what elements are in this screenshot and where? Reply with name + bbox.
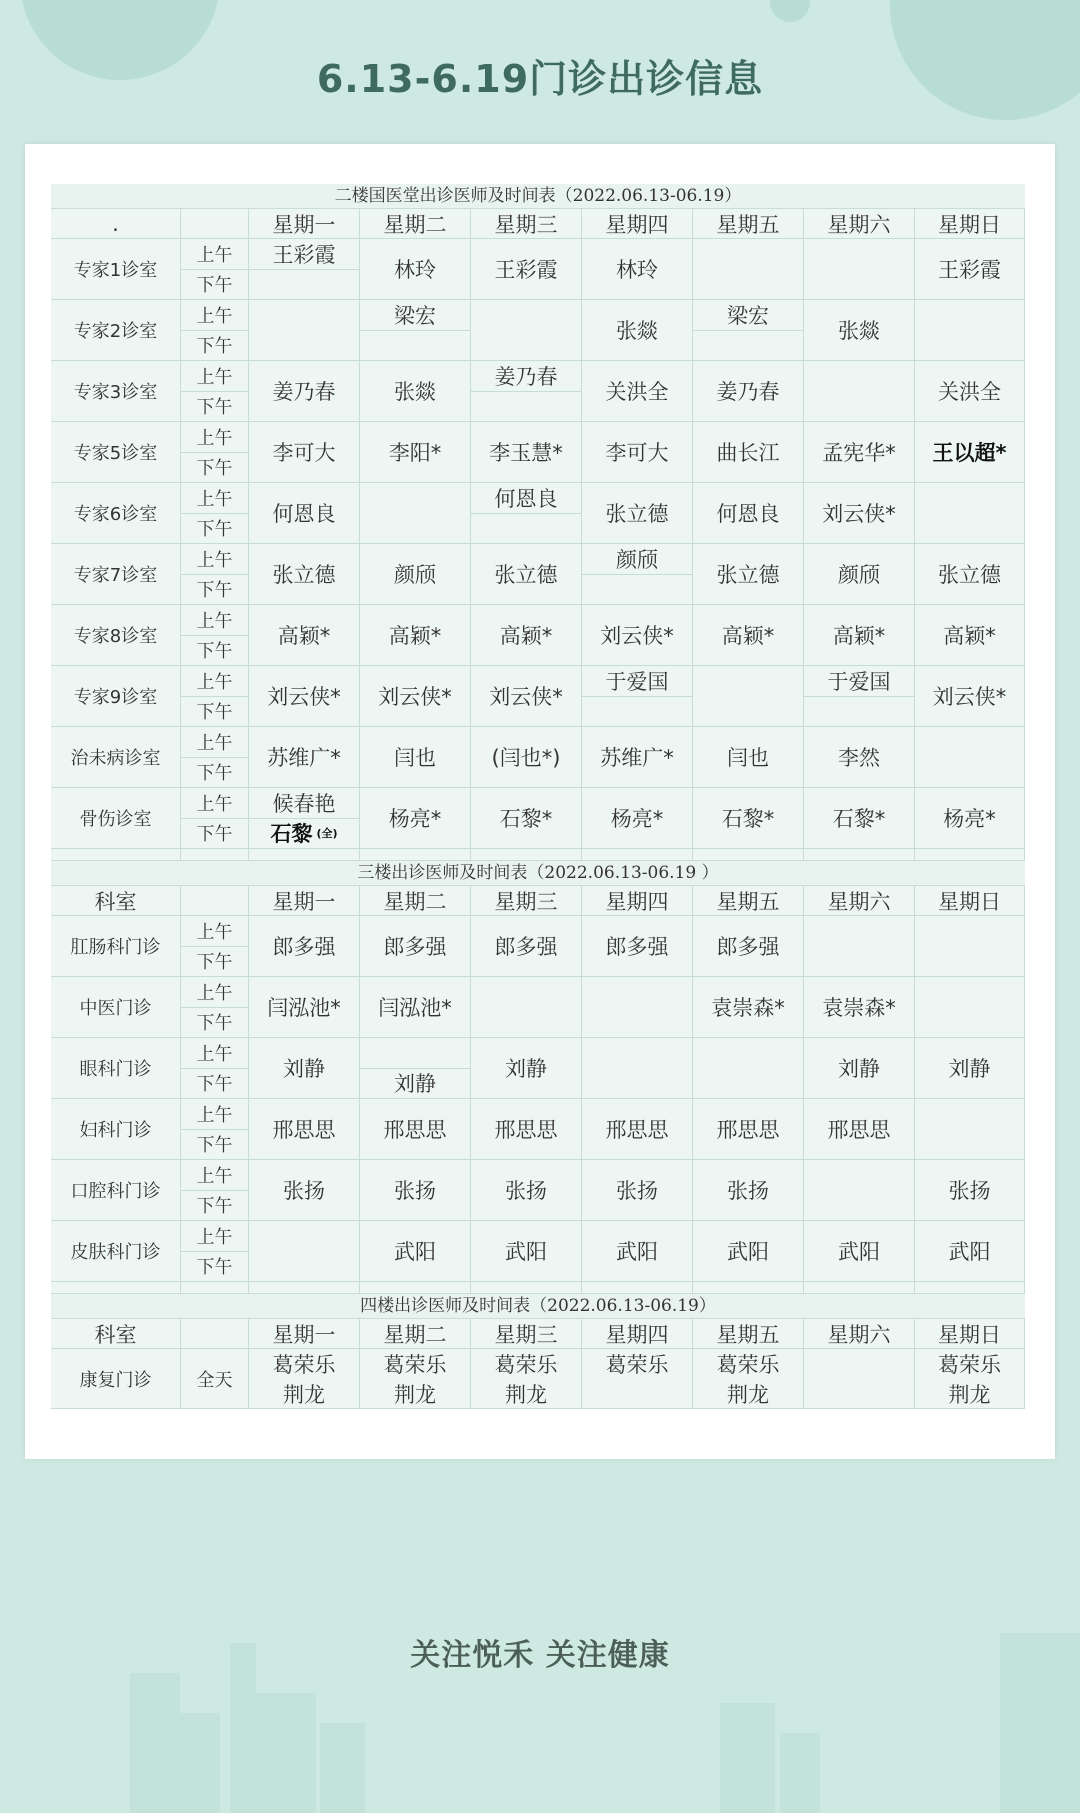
doctor-cell: 曲长江 <box>693 422 804 483</box>
doctor-cell: 葛荣乐 <box>915 1349 1025 1379</box>
empty-cell <box>804 1160 915 1221</box>
empty-cell <box>804 239 915 300</box>
room-label: 专家5诊室 <box>51 422 181 483</box>
doctor-cell: 郎多强 <box>582 916 693 977</box>
slot-pm: 下午 <box>181 270 249 301</box>
empty-cell <box>249 1221 360 1282</box>
doctor-cell: 刘静 <box>804 1038 915 1099</box>
slot-am: 上午 <box>181 239 249 270</box>
doctor-cell: 何恩良 <box>693 483 804 544</box>
slot-am: 上午 <box>181 916 249 947</box>
doctor-cell: 张扬 <box>249 1160 360 1221</box>
empty-cell <box>915 727 1025 788</box>
doctor-cell: 杨亮* <box>915 788 1025 849</box>
spacer-cell <box>51 849 181 861</box>
doctor-cell: 刘静 <box>249 1038 360 1099</box>
doctor-cell: 邢思思 <box>693 1099 804 1160</box>
slot-am: 上午 <box>181 727 249 758</box>
spacer-cell <box>915 849 1025 861</box>
slot-am: 上午 <box>181 1160 249 1191</box>
doctor-cell: 武阳 <box>582 1221 693 1282</box>
doctor-cell: 杨亮* <box>360 788 471 849</box>
empty-cell <box>804 697 915 728</box>
room-label: 皮肤科门诊 <box>51 1221 181 1282</box>
empty-cell <box>249 300 360 361</box>
day-header: 星期五 <box>693 209 804 239</box>
room-label: 康复门诊 <box>51 1349 181 1409</box>
doctor-cell: 高颖* <box>693 605 804 666</box>
doctor-cell: 刘静 <box>915 1038 1025 1099</box>
doctor-cell: 王彩霞 <box>249 239 360 270</box>
spacer-cell <box>693 1282 804 1294</box>
slot-pm: 下午 <box>181 392 249 423</box>
doctor-cell: 葛荣乐 <box>693 1349 804 1379</box>
doctor-cell: 武阳 <box>915 1221 1025 1282</box>
doctor-cell: 刘云侠* <box>582 605 693 666</box>
room-label: 治未病诊室 <box>51 727 181 788</box>
spacer-cell <box>471 849 582 861</box>
doctor-cell: 荆龙 <box>249 1379 360 1409</box>
room-label: 眼科门诊 <box>51 1038 181 1099</box>
slot-am: 上午 <box>181 977 249 1008</box>
empty-cell <box>582 977 693 1038</box>
slot-am: 上午 <box>181 483 249 514</box>
doctor-cell: 张扬 <box>471 1160 582 1221</box>
empty-cell <box>693 1038 804 1099</box>
doctor-cell: 刘云侠* <box>915 666 1025 727</box>
doctor-cell: 闫也 <box>693 727 804 788</box>
doctor-cell: 高颖* <box>360 605 471 666</box>
slot-am: 上午 <box>181 361 249 392</box>
floor4-title: 四楼出诊医师及时间表（2022.06.13-06.19） <box>51 1294 1025 1319</box>
day-header: 星期三 <box>471 886 582 916</box>
decor-semicircle <box>770 0 810 22</box>
empty-cell <box>471 300 582 361</box>
day-header: 星期日 <box>915 886 1025 916</box>
doctor-cell: 杨亮* <box>582 788 693 849</box>
empty-cell <box>804 361 915 422</box>
slot-am: 上午 <box>181 1099 249 1130</box>
floor3-corner: 科室 <box>51 886 181 916</box>
spacer-cell <box>582 849 693 861</box>
empty-cell <box>915 300 1025 361</box>
room-label: 肛肠科门诊 <box>51 916 181 977</box>
room-label: 专家1诊室 <box>51 239 181 300</box>
day-header: 星期四 <box>582 886 693 916</box>
slot-pm: 下午 <box>181 947 249 978</box>
doctor-cell: 高颖* <box>249 605 360 666</box>
fullday-note: (全) <box>316 827 338 841</box>
room-label: 骨伤诊室 <box>51 788 181 849</box>
room-label: 专家8诊室 <box>51 605 181 666</box>
slot-am: 上午 <box>181 1221 249 1252</box>
slot-am: 上午 <box>181 788 249 819</box>
empty-cell <box>915 483 1025 544</box>
doctor-cell: 张立德 <box>693 544 804 605</box>
slot-am: 上午 <box>181 1038 249 1069</box>
empty-cell <box>804 916 915 977</box>
doctor-cell: 邢思思 <box>471 1099 582 1160</box>
empty-cell <box>582 1038 693 1099</box>
slot-am: 上午 <box>181 666 249 697</box>
doctor-cell: 荆龙 <box>471 1379 582 1409</box>
doctor-cell: 何恩良 <box>471 483 582 514</box>
doctor-cell: 郎多强 <box>471 916 582 977</box>
slot-pm: 下午 <box>181 1191 249 1222</box>
doctor-cell: 张立德 <box>915 544 1025 605</box>
doctor-cell: 王以超* <box>915 422 1025 483</box>
doctor-cell: 袁崇森* <box>693 977 804 1038</box>
day-header: 星期一 <box>249 1319 360 1349</box>
doctor-cell: 刘静 <box>471 1038 582 1099</box>
slot-pm: 下午 <box>181 819 249 850</box>
empty-cell <box>582 575 693 606</box>
day-header: 星期三 <box>471 209 582 239</box>
floor3-title: 三楼出诊医师及时间表（2022.06.13-06.19 ） <box>51 861 1025 886</box>
doctor-cell: 葛荣乐 <box>249 1349 360 1379</box>
doctor-cell: 颜颀 <box>360 544 471 605</box>
doctor-cell: 郎多强 <box>693 916 804 977</box>
doctor-cell: 李玉慧* <box>471 422 582 483</box>
day-header: 星期二 <box>360 886 471 916</box>
doctor-cell: 王彩霞 <box>915 239 1025 300</box>
doctor-cell: 刘云侠* <box>471 666 582 727</box>
room-label: 中医门诊 <box>51 977 181 1038</box>
empty-cell <box>915 916 1025 977</box>
doctor-cell: 李可大 <box>582 422 693 483</box>
room-label: 专家3诊室 <box>51 361 181 422</box>
empty-cell <box>360 331 471 362</box>
doctor-cell: 张燚 <box>582 300 693 361</box>
spacer-cell <box>51 1282 181 1294</box>
doctor-cell: 武阳 <box>693 1221 804 1282</box>
doctor-cell: 张扬 <box>915 1160 1025 1221</box>
doctor-cell: 姜乃春 <box>249 361 360 422</box>
floor2-slot-header <box>181 209 249 239</box>
slot-pm: 下午 <box>181 758 249 789</box>
doctor-cell: 邢思思 <box>804 1099 915 1160</box>
doctor-cell: 何恩良 <box>249 483 360 544</box>
doctor-cell: 葛荣乐 <box>471 1349 582 1379</box>
floor4-corner: 科室 <box>51 1319 181 1349</box>
empty-cell <box>693 331 804 362</box>
floor3-slot-header <box>181 886 249 916</box>
doctor-cell: 闫泓池* <box>360 977 471 1038</box>
doctor-cell: 关洪全 <box>582 361 693 422</box>
doctor-cell: 邢思思 <box>360 1099 471 1160</box>
empty-cell <box>471 977 582 1038</box>
doctor-cell: 张燚 <box>804 300 915 361</box>
footer-slogan: 关注悦禾 关注健康 <box>410 1638 670 1673</box>
doctor-cell: 候春艳 <box>249 788 360 819</box>
empty-cell <box>693 239 804 300</box>
spacer-cell <box>360 849 471 861</box>
slot-am: 上午 <box>181 300 249 331</box>
room-label: 专家9诊室 <box>51 666 181 727</box>
day-header: 星期四 <box>582 209 693 239</box>
spacer-cell <box>915 1282 1025 1294</box>
doctor-cell: 孟宪华* <box>804 422 915 483</box>
doctor-cell: 张立德 <box>249 544 360 605</box>
doctor-cell: 李可大 <box>249 422 360 483</box>
doctor-cell: 郎多强 <box>360 916 471 977</box>
day-header: 星期一 <box>249 886 360 916</box>
empty-cell <box>471 392 582 423</box>
spacer-cell <box>471 1282 582 1294</box>
day-header: 星期五 <box>693 886 804 916</box>
floor3-table <box>51 886 1025 1294</box>
doctor-cell: (闫也*) <box>471 727 582 788</box>
slot-pm: 下午 <box>181 636 249 667</box>
doctor-cell: 荆龙 <box>693 1379 804 1409</box>
doctor-cell: 张扬 <box>360 1160 471 1221</box>
doctor-cell: 王彩霞 <box>471 239 582 300</box>
day-header: 星期二 <box>360 1319 471 1349</box>
doctor-cell: 荆龙 <box>360 1379 471 1409</box>
schedule-card <box>25 144 1055 1459</box>
doctor-cell: 苏维广* <box>249 727 360 788</box>
doctor-cell: 高颖* <box>915 605 1025 666</box>
spacer-cell <box>181 1282 249 1294</box>
spacer-cell <box>181 849 249 861</box>
floor4-slot-header <box>181 1319 249 1349</box>
doctor-cell: 刘云侠* <box>249 666 360 727</box>
day-header: 星期日 <box>915 1319 1025 1349</box>
spacer-cell <box>693 849 804 861</box>
doctor-cell: 葛荣乐 <box>582 1349 693 1379</box>
slot-fullday: 全天 <box>181 1349 249 1409</box>
page-title: 6.13-6.19门诊出诊信息 <box>316 57 764 101</box>
doctor-cell: 于爱国 <box>582 666 693 697</box>
day-header: 星期二 <box>360 209 471 239</box>
slot-pm: 下午 <box>181 514 249 545</box>
doctor-cell: 张扬 <box>693 1160 804 1221</box>
day-header: 星期五 <box>693 1319 804 1349</box>
slot-pm: 下午 <box>181 331 249 362</box>
doctor-name: 石黎 <box>270 822 313 847</box>
empty-cell <box>249 270 360 301</box>
doctor-cell: 刘云侠* <box>360 666 471 727</box>
slot-pm: 下午 <box>181 1130 249 1161</box>
doctor-cell: 李然 <box>804 727 915 788</box>
doctor-cell: 闫也 <box>360 727 471 788</box>
spacer-cell <box>249 849 360 861</box>
day-header: 星期日 <box>915 209 1025 239</box>
slot-pm: 下午 <box>181 453 249 484</box>
doctor-cell: 高颖* <box>804 605 915 666</box>
day-header: 星期六 <box>804 1319 915 1349</box>
room-label: 专家2诊室 <box>51 300 181 361</box>
doctor-cell: 张燚 <box>360 361 471 422</box>
doctor-cell-fullday <box>249 819 360 850</box>
empty-cell <box>804 1349 915 1379</box>
spacer-cell <box>360 1282 471 1294</box>
slot-pm: 下午 <box>181 575 249 606</box>
slot-am: 上午 <box>181 605 249 636</box>
floor4-table <box>51 1319 1025 1409</box>
doctor-cell: 葛荣乐 <box>360 1349 471 1379</box>
doctor-cell: 李阳* <box>360 422 471 483</box>
doctor-cell: 姜乃春 <box>471 361 582 392</box>
doctor-cell: 石黎* <box>804 788 915 849</box>
floor2-corner: . <box>51 209 181 239</box>
doctor-cell: 梁宏 <box>693 300 804 331</box>
empty-cell <box>360 483 471 544</box>
doctor-cell: 荆龙 <box>915 1379 1025 1409</box>
empty-cell <box>915 977 1025 1038</box>
slot-am: 上午 <box>181 544 249 575</box>
day-header: 星期六 <box>804 886 915 916</box>
empty-cell <box>915 1099 1025 1160</box>
doctor-cell: 张立德 <box>471 544 582 605</box>
doctor-cell: 关洪全 <box>915 361 1025 422</box>
room-label: 口腔科门诊 <box>51 1160 181 1221</box>
spacer-cell <box>804 849 915 861</box>
empty-cell <box>693 666 804 727</box>
doctor-cell: 林玲 <box>360 239 471 300</box>
doctor-cell: 邢思思 <box>249 1099 360 1160</box>
doctor-cell: 武阳 <box>471 1221 582 1282</box>
slot-pm: 下午 <box>181 1069 249 1100</box>
empty-cell <box>471 514 582 545</box>
doctor-cell: 石黎* <box>693 788 804 849</box>
doctor-cell: 袁崇森* <box>804 977 915 1038</box>
doctor-cell: 张立德 <box>582 483 693 544</box>
doctor-cell: 刘云侠* <box>804 483 915 544</box>
floor2-title: 二楼国医堂出诊医师及时间表（2022.06.13-06.19） <box>51 184 1025 209</box>
day-header: 星期六 <box>804 209 915 239</box>
doctor-cell: 武阳 <box>360 1221 471 1282</box>
room-label: 专家7诊室 <box>51 544 181 605</box>
doctor-cell: 闫泓池* <box>249 977 360 1038</box>
floor2-table <box>51 209 1025 861</box>
empty-cell <box>804 1379 915 1409</box>
spacer-cell <box>582 1282 693 1294</box>
day-header: 星期三 <box>471 1319 582 1349</box>
doctor-cell: 邢思思 <box>582 1099 693 1160</box>
empty-cell <box>360 1038 471 1069</box>
slot-pm: 下午 <box>181 1252 249 1283</box>
slot-pm: 下午 <box>181 1008 249 1039</box>
doctor-cell: 林玲 <box>582 239 693 300</box>
schedule-sheet <box>51 184 1025 1409</box>
day-header: 星期一 <box>249 209 360 239</box>
doctor-cell: 颜颀 <box>804 544 915 605</box>
slot-pm: 下午 <box>181 697 249 728</box>
day-header: 星期四 <box>582 1319 693 1349</box>
doctor-cell: 石黎* <box>471 788 582 849</box>
doctor-cell: 梁宏 <box>360 300 471 331</box>
doctor-cell: 高颖* <box>471 605 582 666</box>
room-label: 妇科门诊 <box>51 1099 181 1160</box>
spacer-cell <box>249 1282 360 1294</box>
doctor-cell: 姜乃春 <box>693 361 804 422</box>
empty-cell <box>582 697 693 728</box>
doctor-cell: 张扬 <box>582 1160 693 1221</box>
doctor-cell: 郎多强 <box>249 916 360 977</box>
doctor-cell: 颜颀 <box>582 544 693 575</box>
room-label: 专家6诊室 <box>51 483 181 544</box>
doctor-cell: 于爱国 <box>804 666 915 697</box>
spacer-cell <box>804 1282 915 1294</box>
slot-am: 上午 <box>181 422 249 453</box>
empty-cell <box>582 1379 693 1409</box>
doctor-cell: 刘静 <box>360 1069 471 1100</box>
doctor-cell: 苏维广* <box>582 727 693 788</box>
doctor-cell: 武阳 <box>804 1221 915 1282</box>
